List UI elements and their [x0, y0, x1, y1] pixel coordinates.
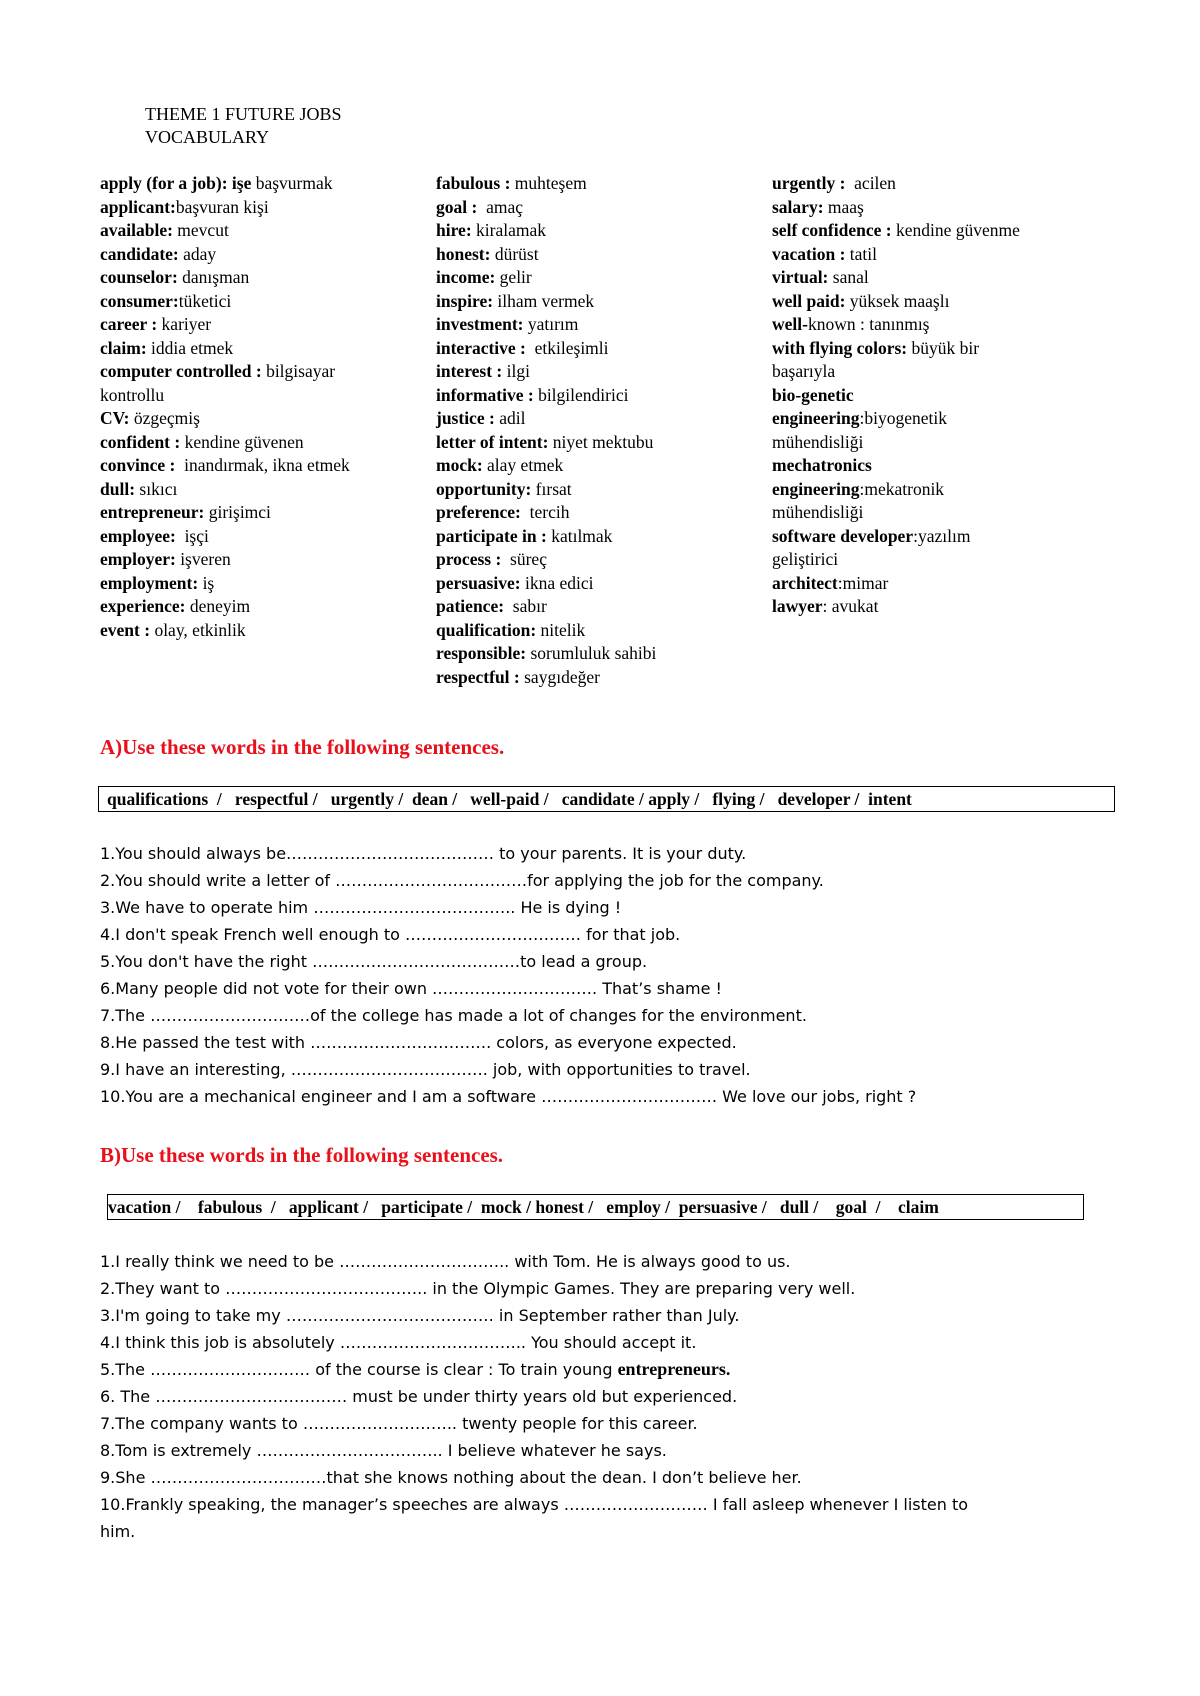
- vocab-definition: mühendisliği: [772, 502, 864, 522]
- vocab-definition: işveren: [175, 549, 231, 569]
- vocab-entry: [436, 642, 736, 666]
- vocab-entry: [436, 431, 736, 455]
- vocab-definition: başarıyla: [772, 361, 836, 381]
- vocab-entry: [772, 478, 1072, 502]
- vocab-definition: başvurmak: [251, 173, 333, 193]
- sentence-item: [100, 1518, 968, 1545]
- vocab-entry: [772, 337, 1072, 361]
- vocab-definition: muhteşem: [510, 173, 587, 193]
- vocab-definition: :yazılım: [913, 525, 971, 546]
- vocab-term: counselor:: [100, 267, 178, 287]
- vocab-entry: [100, 290, 400, 314]
- vocab-entry: [772, 266, 1072, 290]
- sentence-item: [100, 1410, 968, 1437]
- vocab-entry: [772, 501, 1072, 525]
- vocab-entry: [100, 407, 400, 431]
- section-b-sentences: [100, 1248, 968, 1545]
- vocab-entry: [100, 172, 400, 196]
- vocab-term: process :: [436, 549, 502, 569]
- vocab-definition: amaç: [477, 196, 523, 217]
- vocab-term: goal :: [436, 196, 478, 217]
- vocab-definition: işçi: [175, 525, 209, 546]
- vocab-entry: [772, 454, 1072, 478]
- vocab-term: salary:: [772, 196, 824, 217]
- vocab-definition: :mekatronik: [859, 478, 945, 499]
- vocab-entry: [100, 360, 400, 384]
- vocab-entry: [100, 313, 400, 337]
- worksheet-title: [145, 103, 342, 149]
- vocab-term: bio-genetic: [772, 384, 854, 405]
- vocabulary-column-2: [436, 172, 736, 689]
- vocab-definition: acilen: [845, 173, 896, 193]
- vocab-definition: sabır: [504, 596, 547, 616]
- vocab-definition: gelir: [495, 267, 532, 287]
- vocab-definition: mevcut: [172, 220, 229, 240]
- sentence-item: 10.You are a mechanical engineer and I am a software …………………………… We love our jobs, right ?: [100, 1087, 917, 1106]
- vocab-definition: olay, etkinlik: [150, 619, 246, 640]
- vocab-term: urgently :: [772, 173, 846, 193]
- vocab-entry: [100, 243, 400, 267]
- vocab-term: dull:: [100, 478, 136, 499]
- vocab-definition: deneyim: [185, 596, 251, 616]
- vocab-definition: katılmak: [546, 525, 613, 546]
- sentence-item: 9.I have an interesting, ………………………………. job, with opportunities to travel.: [100, 1060, 751, 1079]
- vocab-entry: [100, 619, 400, 643]
- sentence-item: [100, 1275, 968, 1302]
- vocab-term: inspire:: [436, 290, 494, 311]
- vocab-term: employment:: [100, 572, 199, 593]
- vocab-definition: sıkıcı: [135, 478, 178, 499]
- sentence-item: [100, 1248, 968, 1275]
- sentence-item: [100, 1329, 968, 1356]
- vocabulary-column-3: [772, 172, 1072, 619]
- section-a-sentences: [100, 840, 916, 1110]
- vocab-term: mock:: [436, 455, 483, 475]
- vocab-entry: [100, 384, 400, 408]
- sentence-text: 9.She ……………………………that she knows nothing about the dean. I don’t believe her.: [100, 1468, 802, 1487]
- vocab-term: letter of intent:: [436, 431, 549, 452]
- vocab-entry: [100, 478, 400, 502]
- sentence-text: 2.They want to ……………………………….. in the Olympic Games. They are preparing very well.: [100, 1279, 856, 1298]
- vocab-definition: nitelik: [536, 619, 586, 640]
- vocab-entry: [436, 219, 736, 243]
- vocab-term: interactive :: [436, 337, 526, 358]
- sentence-item: [100, 1464, 968, 1491]
- vocab-term: architect: [772, 572, 838, 593]
- title-line-2: VOCABULARY: [145, 127, 270, 147]
- vocab-entry: [436, 572, 736, 596]
- sentence-text: him.: [100, 1522, 136, 1541]
- vocab-entry: [772, 290, 1072, 314]
- sentence-text: 5.The ………………………… of the course is clear : To train young: [100, 1360, 618, 1379]
- vocab-definition: ikna edici: [520, 572, 594, 593]
- vocab-definition: etkileşimli: [525, 337, 609, 358]
- vocab-entry: [436, 360, 736, 384]
- sentence-text: 3.I'm going to take my ………………………………… in September rather than July.: [100, 1306, 740, 1325]
- vocab-entry: [100, 266, 400, 290]
- vocab-entry: [772, 407, 1072, 431]
- vocab-term: lawyer: [772, 596, 823, 616]
- vocab-term: apply (for a job): işe: [100, 173, 252, 193]
- vocab-definition: başvuran kişi: [175, 196, 269, 217]
- vocab-definition: :mimar: [837, 572, 889, 593]
- sentence-item: 3.We have to operate him ……………………………….. He is dying !: [100, 898, 622, 917]
- vocab-definition: : avukat: [822, 596, 879, 616]
- sentence-item: [100, 1491, 968, 1518]
- sentence-item: [100, 1383, 968, 1410]
- vocab-definition: known : tanınmış: [807, 314, 930, 334]
- vocab-definition: kendine güvenen: [180, 431, 304, 452]
- vocab-definition: fırsat: [531, 478, 572, 499]
- vocab-entry: [772, 360, 1072, 384]
- vocab-definition: sorumluluk sahibi: [526, 643, 657, 663]
- vocab-entry: [772, 384, 1072, 408]
- vocab-term: well paid:: [772, 290, 846, 311]
- vocab-entry: [436, 501, 736, 525]
- vocab-term: interest :: [436, 361, 503, 381]
- vocab-entry: [100, 219, 400, 243]
- vocab-entry: [772, 313, 1072, 337]
- vocab-entry: [436, 172, 736, 196]
- sentence-item: 7.The …………………………of the college has made a lot of changes for the environment.: [100, 1006, 807, 1025]
- vocab-definition: özgeçmiş: [129, 408, 200, 428]
- vocab-entry: [436, 407, 736, 431]
- vocab-definition: maaş: [823, 196, 864, 217]
- vocab-definition: danışman: [177, 267, 250, 287]
- sentence-text: 1.I really think we need to be ………………………….. with Tom. He is always good to us.: [100, 1252, 791, 1271]
- vocab-term: event :: [100, 619, 151, 640]
- vocab-definition: kiralamak: [471, 220, 546, 240]
- vocab-term: available:: [100, 220, 173, 240]
- vocab-term: vacation :: [772, 243, 846, 264]
- vocab-entry: [436, 595, 736, 619]
- vocab-term: employee:: [100, 525, 176, 546]
- vocab-definition: mühendisliği: [772, 431, 864, 452]
- vocab-definition: ilgi: [502, 361, 530, 381]
- vocab-term: employer:: [100, 549, 176, 569]
- sentence-item: 6.Many people did not vote for their own …………………………. That’s shame !: [100, 979, 722, 998]
- vocab-term: self confidence :: [772, 220, 892, 240]
- vocab-entry: [436, 266, 736, 290]
- vocabulary-column-1: [100, 172, 400, 642]
- sentence-bold-word: entrepreneurs.: [617, 1359, 731, 1379]
- vocab-term: informative :: [436, 384, 534, 405]
- vocab-entry: [436, 619, 736, 643]
- vocab-definition: süreç: [501, 549, 547, 569]
- vocab-definition: ilham vermek: [493, 290, 595, 311]
- vocab-term: mechatronics: [772, 455, 872, 475]
- vocab-entry: [100, 196, 400, 220]
- vocab-definition: kariyer: [157, 314, 212, 334]
- vocab-definition: girişimci: [204, 502, 271, 522]
- vocab-term: consumer:: [100, 290, 179, 311]
- vocab-entry: [772, 219, 1072, 243]
- vocab-term: engineering: [772, 408, 860, 428]
- sentence-text: 6. The ……………………………… must be under thirty years old but experienced.: [100, 1387, 738, 1406]
- vocab-term: experience:: [100, 596, 186, 616]
- title-line-1: THEME 1 FUTURE JOBS: [145, 104, 342, 124]
- section-b-heading: B)Use these words in the following sentences.: [100, 1143, 504, 1167]
- vocab-definition: saygıdeğer: [519, 666, 600, 687]
- vocab-term: candidate:: [100, 243, 179, 264]
- vocab-term: patience:: [436, 596, 505, 616]
- sentence-text: 4.I think this job is absolutely …………………………….. You should accept it.: [100, 1333, 697, 1352]
- vocab-term: virtual:: [772, 267, 829, 287]
- vocab-term: career :: [100, 314, 158, 334]
- vocab-term: applicant:: [100, 196, 176, 217]
- vocab-entry: [772, 525, 1072, 549]
- section-a-heading: A)Use these words in the following sentences.: [100, 735, 505, 759]
- vocab-entry: [436, 313, 736, 337]
- vocab-definition: adil: [494, 408, 526, 428]
- vocab-entry: [772, 595, 1072, 619]
- vocab-term: preference:: [436, 502, 521, 522]
- sentence-item: 8.He passed the test with ……………………………. colors, as everyone expected.: [100, 1033, 737, 1052]
- vocab-definition: aday: [178, 243, 217, 264]
- vocab-term: responsible:: [436, 643, 527, 663]
- vocab-entry: [100, 572, 400, 596]
- vocab-definition: kendine güvenme: [891, 220, 1020, 240]
- vocab-entry: [436, 525, 736, 549]
- vocab-entry: [436, 243, 736, 267]
- vocab-entry: [436, 666, 736, 690]
- vocab-entry: [100, 454, 400, 478]
- sentence-item: 5.You don't have the right …………………………………to lead a group.: [100, 952, 648, 971]
- vocab-term: justice :: [436, 408, 495, 428]
- vocab-entry: [772, 172, 1072, 196]
- vocab-entry: [772, 548, 1072, 572]
- vocab-definition: tüketici: [178, 290, 232, 311]
- vocab-term: convince :: [100, 455, 176, 475]
- vocab-term: engineering: [772, 478, 860, 499]
- vocab-term: hire:: [436, 220, 472, 240]
- vocab-entry: [436, 478, 736, 502]
- vocab-definition: dürüst: [490, 243, 539, 264]
- vocab-term: computer controlled :: [100, 361, 262, 381]
- vocab-term: opportunity:: [436, 478, 532, 499]
- vocab-definition: tercih: [520, 502, 570, 522]
- vocab-definition: geliştirici: [772, 549, 839, 569]
- sentence-item: 4.I don't speak French well enough to …………………………… for that job.: [100, 925, 681, 944]
- vocab-definition: bilgisayar: [261, 361, 336, 381]
- sentence-item: [100, 1437, 968, 1464]
- vocab-term: CV:: [100, 408, 130, 428]
- vocab-entry: [436, 196, 736, 220]
- sentence-item: 1.You should always be………………………………… to your parents. It is your duty.: [100, 844, 747, 863]
- vocab-definition: alay etmek: [482, 455, 564, 475]
- section-b-word-box: vacation / fabulous / applicant / participate / mock / honest / employ / persuasive / dull / goal / claim: [107, 1194, 1084, 1220]
- vocab-definition: yatırım: [523, 314, 579, 334]
- vocab-entry: [436, 290, 736, 314]
- vocab-definition: iş: [198, 572, 215, 593]
- vocab-entry: [100, 548, 400, 572]
- vocab-term: persuasive:: [436, 572, 521, 593]
- vocab-entry: [772, 572, 1072, 596]
- vocab-term: software developer: [772, 525, 914, 546]
- sentence-text: 8.Tom is extremely …………………………….. I believe whatever he says.: [100, 1441, 667, 1460]
- vocab-definition: sanal: [828, 267, 869, 287]
- vocab-term: participate in :: [436, 525, 547, 546]
- vocab-definition: büyük bir: [907, 337, 980, 358]
- vocab-definition: niyet mektubu: [548, 431, 654, 452]
- vocab-term: claim:: [100, 337, 147, 358]
- vocab-entry: [100, 337, 400, 361]
- vocab-definition: :biyogenetik: [859, 408, 947, 428]
- vocab-entry: [772, 243, 1072, 267]
- vocab-term: with flying colors:: [772, 337, 908, 358]
- vocab-term: respectful :: [436, 666, 520, 687]
- vocab-term: confident :: [100, 431, 181, 452]
- vocab-definition: inandırmak, ikna etmek: [175, 455, 350, 475]
- vocab-definition: iddia etmek: [146, 337, 234, 358]
- vocab-term: fabulous :: [436, 173, 511, 193]
- vocab-term: entrepreneur:: [100, 502, 205, 522]
- vocab-entry: [100, 525, 400, 549]
- vocab-term: investment:: [436, 314, 524, 334]
- vocab-entry: [772, 431, 1072, 455]
- vocab-entry: [436, 337, 736, 361]
- vocab-definition: tatil: [845, 243, 877, 264]
- sentence-item: [100, 1356, 968, 1383]
- section-a-word-box: qualifications / respectful / urgently / dean / well-paid / candidate / apply / flying / developer / intent: [98, 786, 1115, 812]
- vocab-term: honest:: [436, 243, 491, 264]
- vocab-term: income:: [436, 267, 496, 287]
- vocab-definition: bilgilendirici: [533, 384, 629, 405]
- sentence-item: 2.You should write a letter of ………………………………for applying the job for the company.: [100, 871, 824, 890]
- vocab-entry: [100, 501, 400, 525]
- sentence-text: 7.The company wants to ……………………….. twenty people for this career.: [100, 1414, 698, 1433]
- sentence-item: [100, 1302, 968, 1329]
- vocab-definition: kontrollu: [100, 384, 165, 405]
- vocab-term: qualification:: [436, 619, 537, 640]
- vocab-definition: yüksek maaşlı: [845, 290, 950, 311]
- vocab-entry: [772, 196, 1072, 220]
- sentence-text: 10.Frankly speaking, the manager’s speeches are always ……………………… I fall asleep whenever I listen to: [100, 1495, 969, 1514]
- vocab-entry: [436, 548, 736, 572]
- vocab-entry: [100, 431, 400, 455]
- vocab-entry: [436, 384, 736, 408]
- vocab-entry: [100, 595, 400, 619]
- vocab-entry: [436, 454, 736, 478]
- vocab-term: well-: [772, 314, 808, 334]
